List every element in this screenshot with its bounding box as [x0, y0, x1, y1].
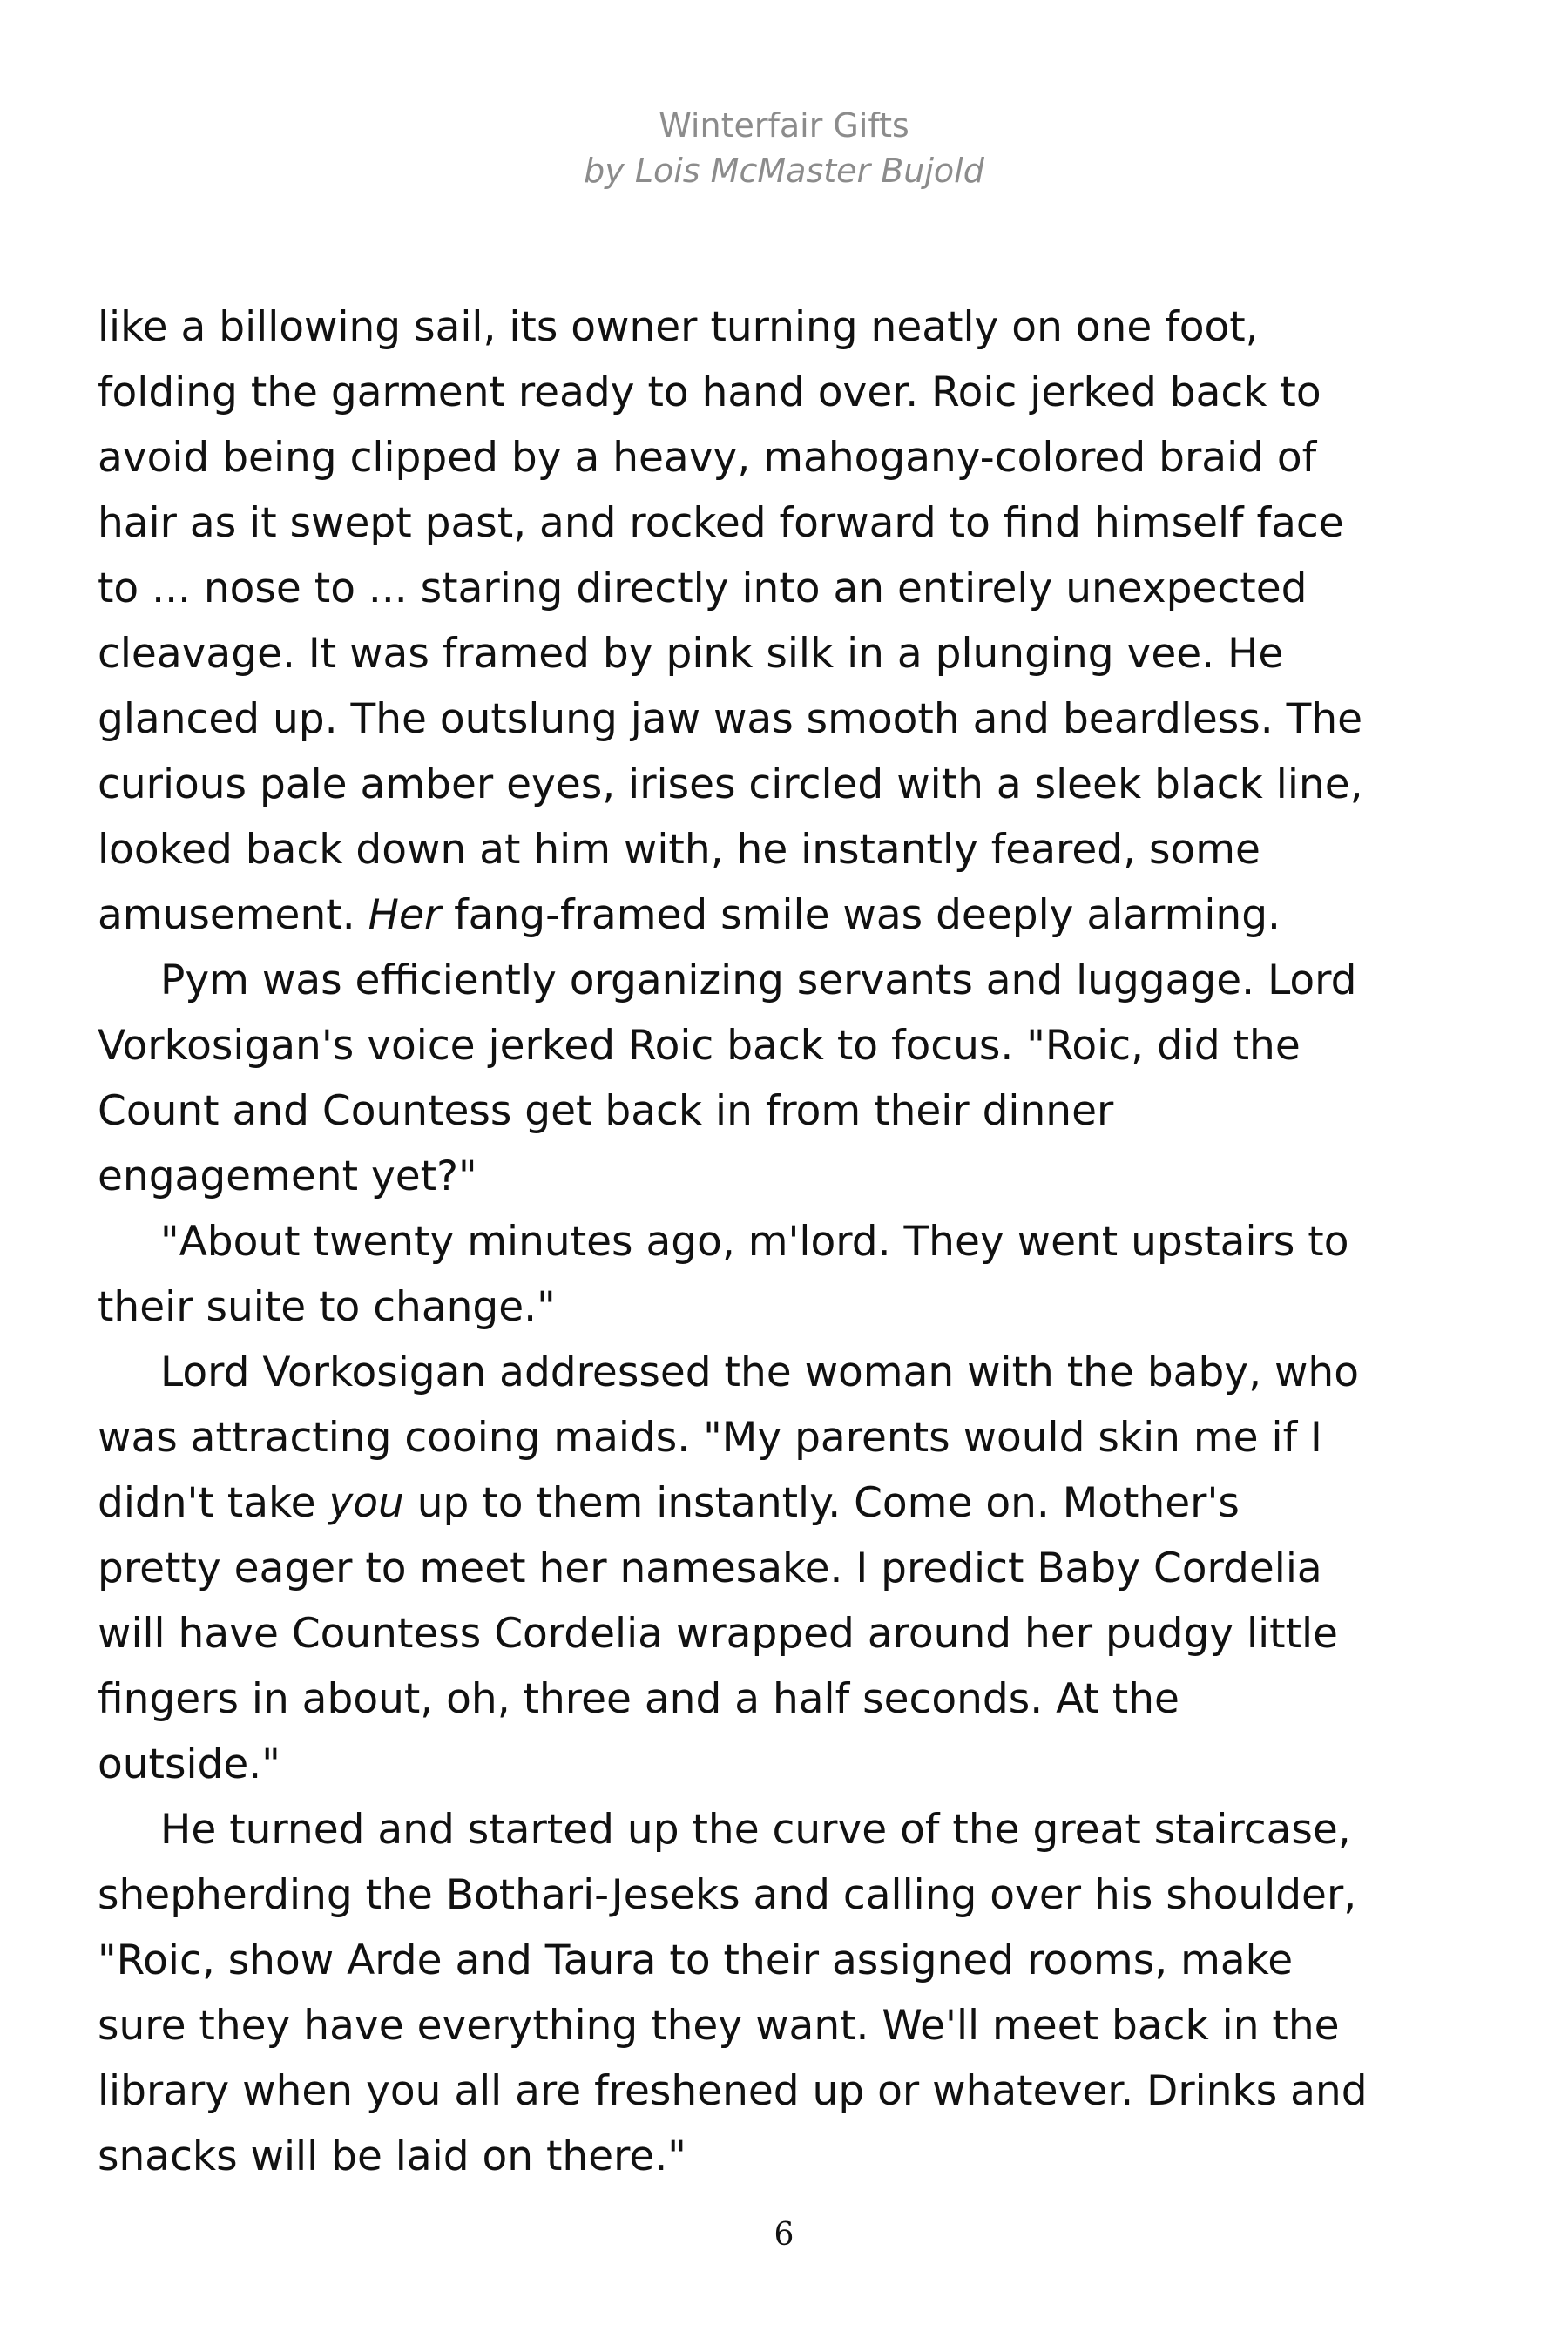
- text-line: [98, 1470, 1483, 1536]
- page-number: 6: [774, 2217, 794, 2253]
- text-line: to ... nose to ... staring directly into an entirely unexpected: [98, 564, 1308, 612]
- text-line: shepherding the Bothari-Jeseks and calling over his shoulder,: [98, 1871, 1357, 1919]
- text-line: like a billowing sail, its owner turning neatly on one foot,: [98, 303, 1259, 351]
- text-line: library when you all are freshened up or whatever. Drinks and: [98, 2067, 1368, 2115]
- text-line: looked back down at him with, he instantly feared, some: [98, 826, 1260, 874]
- text-line: will have Countess Cordelia wrapped around her pudgy little: [98, 1610, 1338, 1658]
- paragraph-4: [98, 1340, 1483, 1797]
- running-header: [0, 103, 1568, 193]
- text-line: outside.": [98, 1740, 280, 1788]
- text-line: He turned and started up the curve of the great staircase,: [160, 1806, 1351, 1854]
- paragraph-3: [98, 1209, 1483, 1340]
- book-title: Winterfair Gifts: [659, 106, 909, 145]
- text-segment: up to them instantly. Come on. Mother's: [403, 1479, 1240, 1527]
- emphasis-text: Her: [368, 891, 442, 939]
- emphasis-text: you: [328, 1479, 404, 1527]
- paragraph-1: [98, 294, 1483, 948]
- text-line: glanced up. The outslung jaw was smooth and beardless. The: [98, 695, 1363, 743]
- text-line: Count and Countess get back in from their dinner: [98, 1087, 1114, 1135]
- text-line: Pym was efficiently organizing servants and luggage. Lord: [160, 956, 1357, 1004]
- text-line: [98, 882, 1483, 948]
- body-text: [98, 294, 1483, 2189]
- text-line: "About twenty minutes ago, m'lord. They went upstairs to: [160, 1218, 1349, 1266]
- text-line: cleavage. It was framed by pink silk in a plunging vee. He: [98, 630, 1284, 678]
- text-line: folding the garment ready to hand over. Roic jerked back to: [98, 368, 1321, 416]
- text-line: their suite to change.": [98, 1283, 556, 1331]
- text-line: sure they have everything they want. We'll meet back in the: [98, 2002, 1340, 2050]
- text-line: curious pale amber eyes, irises circled with a sleek black line,: [98, 760, 1363, 808]
- text-line: hair as it swept past, and rocked forward to find himself face: [98, 499, 1344, 547]
- text-line: Vorkosigan's voice jerked Roic back to focus. "Roic, did the: [98, 1022, 1301, 1070]
- text-line: fingers in about, oh, three and a half seconds. At the: [98, 1675, 1179, 1723]
- text-line: Lord Vorkosigan addressed the woman with the baby, who: [160, 1348, 1359, 1396]
- text-line: avoid being clipped by a heavy, mahogany-colored braid of: [98, 434, 1317, 482]
- text-line: engagement yet?": [98, 1152, 477, 1200]
- book-author: by Lois McMaster Bujold: [584, 152, 984, 190]
- text-line: snacks will be laid on there.": [98, 2132, 686, 2180]
- paragraph-2: [98, 948, 1483, 1209]
- text-segment: amusement.: [98, 891, 368, 939]
- text-segment: fang-framed smile was deeply alarming.: [441, 891, 1281, 939]
- paragraph-5: [98, 1797, 1483, 2189]
- text-segment: didn't take: [98, 1479, 329, 1527]
- text-line: pretty eager to meet her namesake. I predict Baby Cordelia: [98, 1544, 1322, 1592]
- text-line: "Roic, show Arde and Taura to their assigned rooms, make: [98, 1936, 1294, 1984]
- text-line: was attracting cooing maids. "My parents would skin me if I: [98, 1414, 1322, 1462]
